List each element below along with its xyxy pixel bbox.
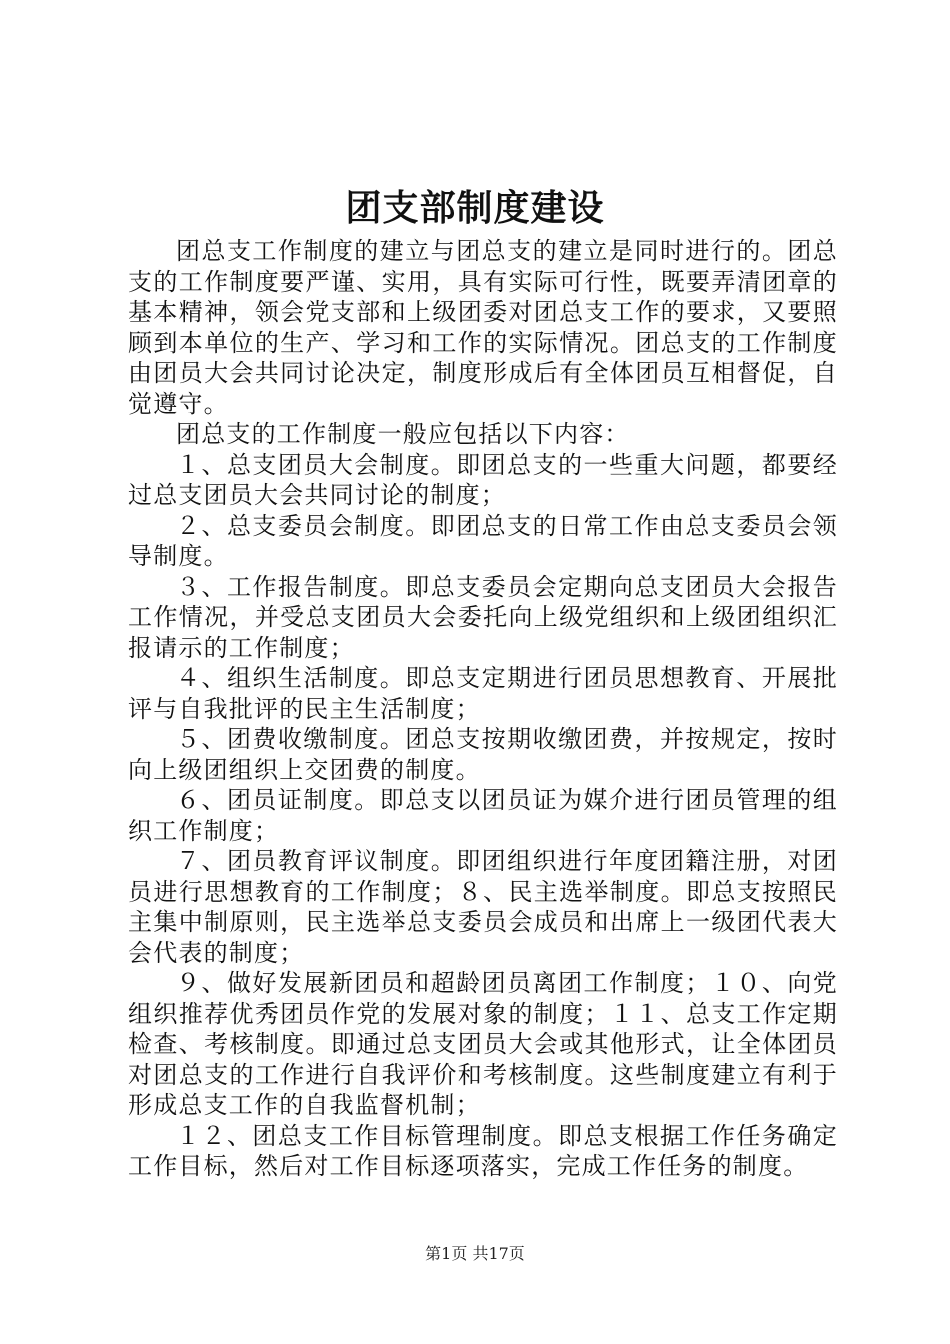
paragraph-item-6: ６、团员证制度。即总支以团员证为媒介进行团员管理的组织工作制度； [128, 786, 838, 845]
document-body [128, 236, 838, 1182]
paragraph-contents-heading: 团总支的工作制度一般应包括以下内容： [176, 420, 630, 448]
paragraph-item-7-8: ７、团员教育评议制度。即团组织进行年度团籍注册，对团员进行思想教育的工作制度；８、民主选举制度。即总支按照民主集中制原则，民主选举总支委员会成员和出席上一级团代表大会代表的制度； [128, 847, 838, 967]
document-title: 团支部制度建设 [345, 187, 605, 229]
paragraph-item-5: ５、团费收缴制度。团总支按期收缴团费，并按规定，按时向上级团组织上交团费的制度。 [128, 725, 838, 784]
paragraph-intro: 团总支工作制度的建立与团总支的建立是同时进行的。团总支的工作制度要严谨、实用，具有实际可行性，既要弄清团章的基本精神，领会党支部和上级团委对团总支工作的要求，又要照顾到本单位的生产、学习和工作的实际情况。团总支的工作制度由团员大会共同讨论决定，制度形成后有全体团员互相督促，自觉遵守。 [128, 237, 838, 418]
paragraph-item-1: １、总支团员大会制度。即团总支的一些重大问题，都要经过总支团员大会共同讨论的制度； [128, 450, 838, 509]
page-number-footer: 第1页 共17页 [425, 1244, 525, 1263]
paragraph-item-12: １２、团总支工作目标管理制度。即总支根据工作任务确定工作目标，然后对工作目标逐项落实，完成工作任务的制度。 [128, 1121, 838, 1180]
paragraph-item-3: ３、工作报告制度。即总支委员会定期向总支团员大会报告工作情况，并受总支团员大会委托向上级党组织和上级团组织汇报请示的工作制度； [128, 572, 838, 662]
paragraph-item-2: ２、总支委员会制度。即团总支的日常工作由总支委员会领导制度。 [128, 511, 838, 570]
paragraph-item-9-11: ９、做好发展新团员和超龄团员离团工作制度；１０、向党组织推荐优秀团员作党的发展对象的制度；１１、总支工作定期检查、考核制度。即通过总支团员大会或其他形式，让全体团员对团总支的工作进行自我评价和考核制度。这些制度建立有利于形成总支工作的自我监督机制； [128, 969, 838, 1119]
paragraph-item-4: ４、组织生活制度。即总支定期进行团员思想教育、开展批评与自我批评的民主生活制度； [128, 664, 838, 723]
